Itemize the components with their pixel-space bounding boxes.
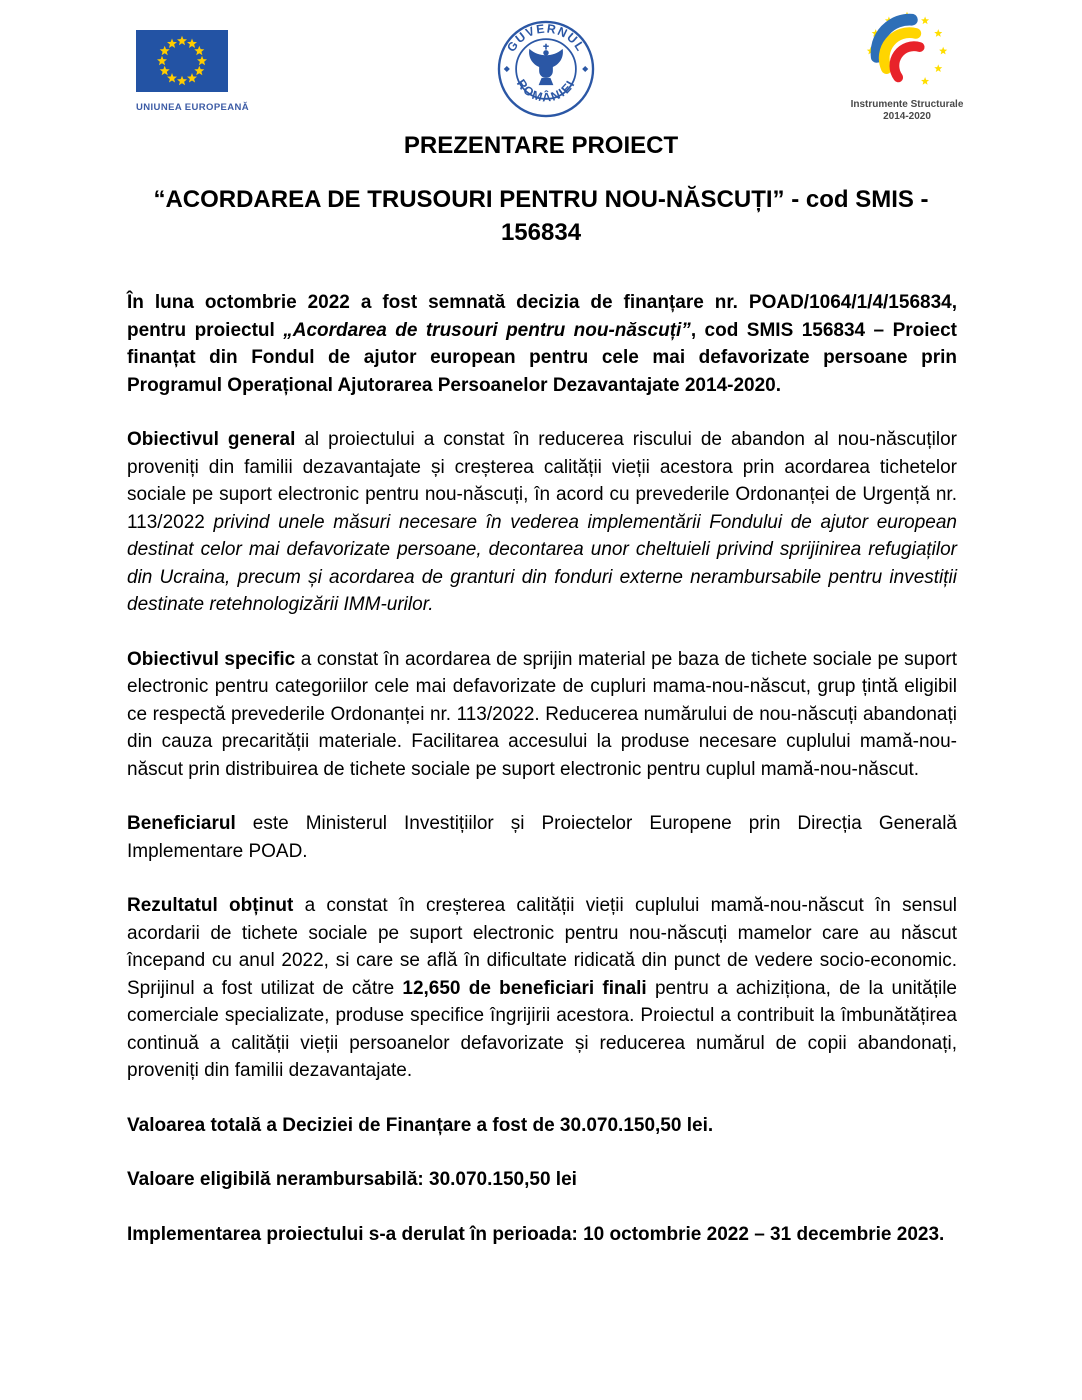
gov-seal-text-top: GUVERNUL	[504, 21, 588, 55]
paragraph-valoare-totala	[127, 1112, 957, 1140]
document-title: PREZENTARE PROIECT	[403, 132, 679, 159]
document-subtitle-line2: 156834	[500, 219, 582, 246]
paragraph-valoare-eligibila	[127, 1166, 957, 1194]
document-body	[127, 289, 957, 1248]
text-run: a constat în acordarea de sprijin material pe baza de tichete sociale pe suport electronic pentru categoriilor cele mai defavorizate de cupluri mama-nou-născut, grup țintă eligibil ce respectă prevederile Ordonanței nr. 113/2022. Reducerea numărului de nou-născuți abandonați din cauza precarității materiale. Facilitarea accesului la produse necesare cuplului mamă-nou-născut prin distribuirea de tichete sociale pe suport electronic pentru cuplul mamă-nou-născut.	[127, 648, 957, 780]
document-subtitle-line1: “ACORDAREA DE TRUSOURI PENTRU NOU-NĂSCUȚI” - cod SMIS -	[153, 186, 929, 213]
text-run: , cod SMIS 156834 – Proiect finanțat din Fondul de ajutor european pentru cele mai defavorizate persoane prin Programul Operațional Ajutorarea Persoanelor Dezavantajate 2014-2020.	[127, 319, 957, 396]
paragraph-obiectiv-specific	[127, 646, 957, 784]
eagle-emblem	[529, 44, 563, 85]
text-run: Obiectivul general	[127, 429, 296, 450]
gov-romania-seal	[497, 20, 595, 123]
text-run: a constat în creșterea calității vieții cuplului mamă-nou-născut în sensul acordarii de tichete sociale pe suport electronic pentru nou-născuți mamelor care au născut începand cu anul 2022, si care se află în dificultate ridicată din punct de vedere socio-economic. Sprijinul a fost utilizat de către	[127, 895, 957, 999]
text-run: În luna octombrie 2022 a fost semnată decizia de finanțare nr. POAD/1064/1/4/156834, pentru proiectul	[127, 292, 957, 341]
text-run: al proiectului a constat în reducerea riscului de abandon al nou-născuților proveniți din familii dezavantajate și creșterea calității vieții acestora prin acordarea tichetelor sociale pe suport electronic pentru nou-născuți, în acord cu prevederile Ordonanței de Urgență nr. 113/2022	[127, 429, 957, 533]
eu-flag-logo	[136, 30, 250, 113]
text-run: Obiectivul specific	[127, 648, 296, 670]
paragraph-obiectiv-general	[127, 426, 957, 619]
text-run: este Ministerul Investițiilor și Proiectelor Europene prin Direcția Generală Implementare POAD.	[127, 813, 957, 862]
gov-romania-seal-icon	[497, 20, 595, 118]
paragraph-implementare-perioada	[127, 1221, 957, 1249]
text-run: Valoare eligibilă nerambursabilă: 30.070.150,50 lei	[127, 1169, 577, 1190]
gov-seal-text-bottom: ROMÂNIEI	[513, 76, 578, 105]
paragraph-beneficiar	[127, 810, 957, 865]
document-subtitle	[111, 183, 971, 249]
text-run: 12,650 de beneficiari finali	[402, 977, 647, 999]
text-run: Implementarea proiectului s-a derulat în perioada: 10 octombrie 2022 – 31 decembrie 2023.	[127, 1223, 945, 1245]
paragraph-rezultat-obtinut	[127, 892, 957, 1085]
structural-instruments-label-line2: 2014-2020	[883, 110, 931, 122]
text-run: privind unele măsuri necesare în vederea implementării Fondului de ajutor european destinat celor mai defavorizate persoane, decontarea unor cheltuieli privind sprijinirea refugiaților din Ucraina, precum și acordarea de granturi din fonduri externe nerambursabile pentru investiții destinate retehnologizării IMM-urilor.	[127, 511, 957, 615]
structural-instruments-icon	[850, 8, 964, 94]
text-run: pentru a achiziționa, de la unitățile comerciale specializate, produse specifice îngrijirii acestora. Proiectul a contribuit la îmbunătățirea continuă a calității vieții persoanelor defavorizate și reducerea numărul de copii abandonați, proveniți din familii dezavantajate.	[127, 977, 957, 1081]
text-run: „Acordarea de trusouri pentru nou-născuți”	[283, 319, 691, 341]
text-run: Rezultatul obținut	[127, 895, 294, 916]
structural-instruments-label-line1: Instrumente Structurale	[850, 99, 964, 110]
text-run: Beneficiarul	[127, 813, 236, 834]
paragraph-decizie-finantare	[127, 289, 957, 399]
eu-logo-label: UNIUNEA EUROPEANĂ	[136, 102, 250, 113]
structural-instruments-logo	[843, 8, 971, 123]
eu-flag-icon	[136, 30, 228, 92]
text-run: Valoarea totală a Deciziei de Finanțare a fost de 30.070.150,50 lei.	[127, 1114, 714, 1136]
